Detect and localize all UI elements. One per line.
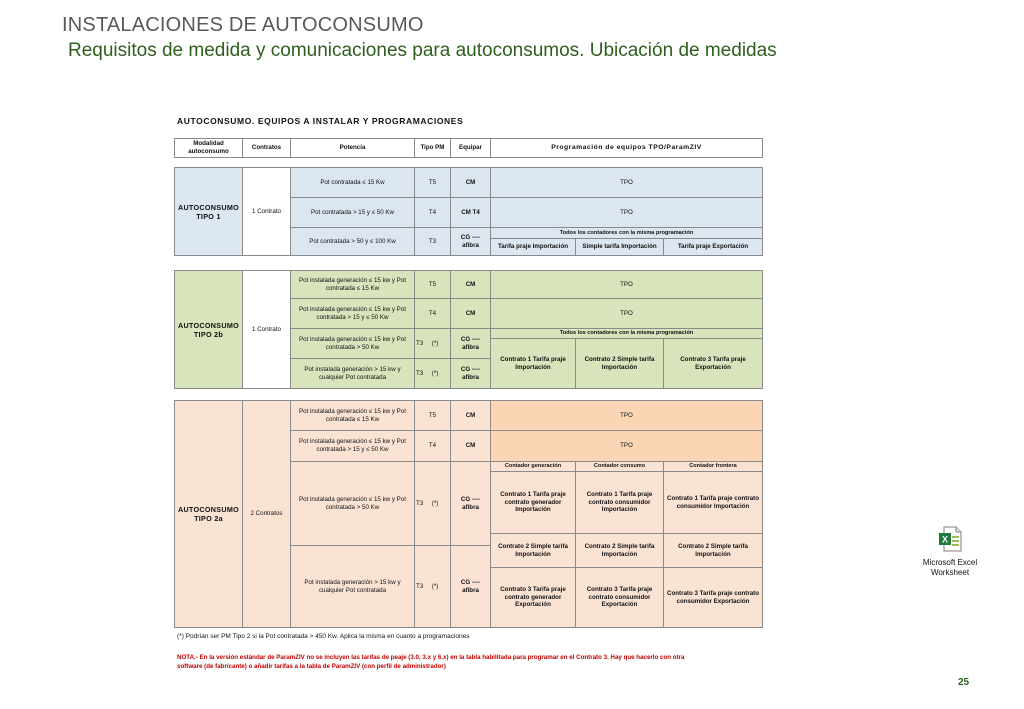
table-header — [174, 138, 763, 158]
col-potencia: Potencia — [291, 139, 415, 158]
equipar-cell: CM — [451, 431, 491, 462]
potencia-cell: Pot contratada > 50 y ≤ 100 Kw — [291, 228, 415, 256]
col-modalidad: Modalidad autoconsumo — [175, 139, 243, 158]
tipo-pm-cell: T4 — [415, 299, 451, 329]
grid-cell: Contrato 2 Simple tarifa Importación — [664, 534, 763, 568]
section-tipo2a — [174, 400, 763, 628]
grid-cell: Contrato 1 Tarifa praje contrato generador Importación — [491, 472, 576, 534]
prog-cell: Contrato 1 Tarifa praje Importación — [491, 339, 576, 389]
footnote-marker: (*) — [431, 369, 439, 377]
equipar-cell: CM T4 — [451, 198, 491, 228]
note-line: software (de fabricante) o añadir tarifas a la tabla de ParamZIV (con perfil de administrador) — [177, 662, 446, 670]
prog-cell: TPO — [491, 401, 763, 431]
tipo-pm-cell — [415, 462, 451, 546]
potencia-cell: Pot contratada ≤ 15 Kw — [291, 168, 415, 198]
contratos-tipo1: 1 Contrato — [243, 168, 291, 256]
tipo-pm-cell: T5 — [415, 168, 451, 198]
potencia-cell: Pot instalada generación ≤ 15 kw y Pot contratada > 50 Kw — [291, 329, 415, 359]
col-equipar: Equipar — [451, 139, 491, 158]
modalidad-tipo1: AUTOCONSUMO TIPO 1 — [175, 168, 243, 256]
tipo-pm-value: T3 — [416, 369, 424, 377]
contratos-tipo2a: 2 Contratos — [243, 401, 291, 628]
potencia-cell: Pot instalada generación ≤ 15 kw y Pot contratada > 15 y ≤ 50 Kw — [291, 431, 415, 462]
tipo-pm-cell — [415, 329, 451, 359]
tipo-pm-cell: T5 — [415, 401, 451, 431]
equipar-cell: CM — [451, 401, 491, 431]
excel-icon[interactable] — [938, 526, 964, 552]
prog-cell: TPO — [491, 431, 763, 462]
tipo-pm-cell: T5 — [415, 271, 451, 299]
grid-cell: Contrato 3 Tarifa praje contrato generador Exportación — [491, 568, 576, 628]
potencia-cell: Pot instalada generación ≤ 15 kw y Pot contratada > 15 y ≤ 50 Kw — [291, 299, 415, 329]
tipo-pm-cell: T4 — [415, 198, 451, 228]
table-title: AUTOCONSUMO. EQUIPOS A INSTALAR Y PROGRAMACIONES — [177, 116, 464, 126]
footnote: (*) Podrían ser PM Tipo 2 si la Pot contratada > 450 Kw. Aplica la misma en cuanto a programaciones — [177, 633, 470, 640]
excel-label-line: Microsoft Excel — [922, 558, 978, 567]
col-tipo-pm: Tipo PM — [415, 139, 451, 158]
grid-cell: Contrato 3 Tarifa praje contrato consumidor Exportación — [576, 568, 664, 628]
equipar-cell: CG ---- afibra — [451, 546, 491, 628]
excel-embed-label[interactable] — [910, 558, 990, 579]
meter-header: Contador consumo — [576, 462, 664, 472]
footnote-marker: (*) — [431, 499, 439, 507]
prog-cell: TPO — [491, 299, 763, 329]
modalidad-tipo2b: AUTOCONSUMO TIPO 2b — [175, 271, 243, 389]
section-title: INSTALACIONES DE AUTOCONSUMO — [62, 14, 424, 36]
grid-cell: Contrato 1 Tarifa praje contrato consumidor Importación — [576, 472, 664, 534]
tipo-pm-cell: T3 — [415, 228, 451, 256]
grid-cell: Contrato 3 Tarifa praje contrato consumidor Exportación — [664, 568, 763, 628]
footnote-marker: (*) — [431, 339, 439, 347]
col-contratos: Contratos — [243, 139, 291, 158]
potencia-cell: Pot instalada generación ≤ 15 kw y Pot contratada > 50 Kw — [291, 462, 415, 546]
prog-header: Todos los contadores con la misma programación — [491, 329, 763, 339]
prog-cell: TPO — [491, 271, 763, 299]
prog-cell: TPO — [491, 198, 763, 228]
footnote-marker: (*) — [431, 582, 439, 590]
meter-header: Contador frontera — [664, 462, 763, 472]
prog-cell: Contrato 2 Simple tarifa Importación — [576, 339, 664, 389]
tipo-pm-value: T3 — [416, 339, 424, 347]
grid-cell: Contrato 1 Tarifa praje contrato consumidor Importación — [664, 472, 763, 534]
note-line: NOTA.- En la versión estándar de ParamZIV no se incluyen las tarifas de peaje (3.0, 3.x y 6.x) en la tabla habilitada para programar en el Contrato 3. Hay que hacerlo con otra — [177, 654, 685, 661]
tipo-pm-value: T3 — [416, 582, 424, 590]
potencia-cell: Pot instalada generación > 15 kw y cualquier Pot contratada — [291, 546, 415, 628]
prog-cell: Simple tarifa Importación — [576, 239, 664, 256]
meter-header: Contador generación — [491, 462, 576, 472]
modalidad-tipo2a: AUTOCONSUMO TIPO 2a — [175, 401, 243, 628]
tipo-pm-cell: T4 — [415, 431, 451, 462]
equipar-cell: CM — [451, 168, 491, 198]
tipo-pm-cell — [415, 359, 451, 389]
prog-header: Todos los contadores con la misma programación — [491, 228, 763, 239]
note — [177, 654, 827, 672]
equipar-cell: CM — [451, 299, 491, 329]
tipo-pm-cell — [415, 546, 451, 628]
prog-cell: Tarifa praje Importación — [491, 239, 576, 256]
page-number: 25 — [958, 677, 970, 688]
svg-text:X: X — [941, 534, 949, 545]
equipar-cell: CG ---- afibra — [451, 329, 491, 359]
col-programacion: Programación de equipos TPO/ParamZIV — [491, 139, 763, 158]
potencia-cell: Pot instalada generación ≤ 15 kw y Pot contratada ≤ 15 Kw — [291, 401, 415, 431]
contratos-tipo2b: 1 Contrato — [243, 271, 291, 389]
equipar-cell: CM — [451, 271, 491, 299]
tipo-pm-value: T3 — [416, 499, 424, 507]
excel-label-line: Worksheet — [930, 568, 970, 578]
section-tipo2b — [174, 270, 763, 389]
equipar-cell: CG ---- afibra — [451, 462, 491, 546]
prog-cell: Contrato 3 Tarifa praje Exportación — [664, 339, 763, 389]
equipar-cell: CG ---- afibra — [451, 359, 491, 389]
section-tipo1 — [174, 167, 763, 256]
grid-cell: Contrato 2 Simple tarifa Importación — [491, 534, 576, 568]
prog-cell: Tarifa praje Exportación — [664, 239, 763, 256]
potencia-cell: Pot instalada generación ≤ 15 kw y Pot contratada ≤ 15 Kw — [291, 271, 415, 299]
grid-cell: Contrato 2 Simple tarifa Importación — [576, 534, 664, 568]
potencia-cell: Pot contratada > 15 y ≤ 50 Kw — [291, 198, 415, 228]
potencia-cell: Pot instalada generación > 15 kw y cualquier Pot contratada — [291, 359, 415, 389]
prog-cell: TPO — [491, 168, 763, 198]
slide-subtitle: Requisitos de medida y comunicaciones para autoconsumos. Ubicación de medidas — [68, 40, 777, 61]
equipar-cell: CG ---- afibra — [451, 228, 491, 256]
